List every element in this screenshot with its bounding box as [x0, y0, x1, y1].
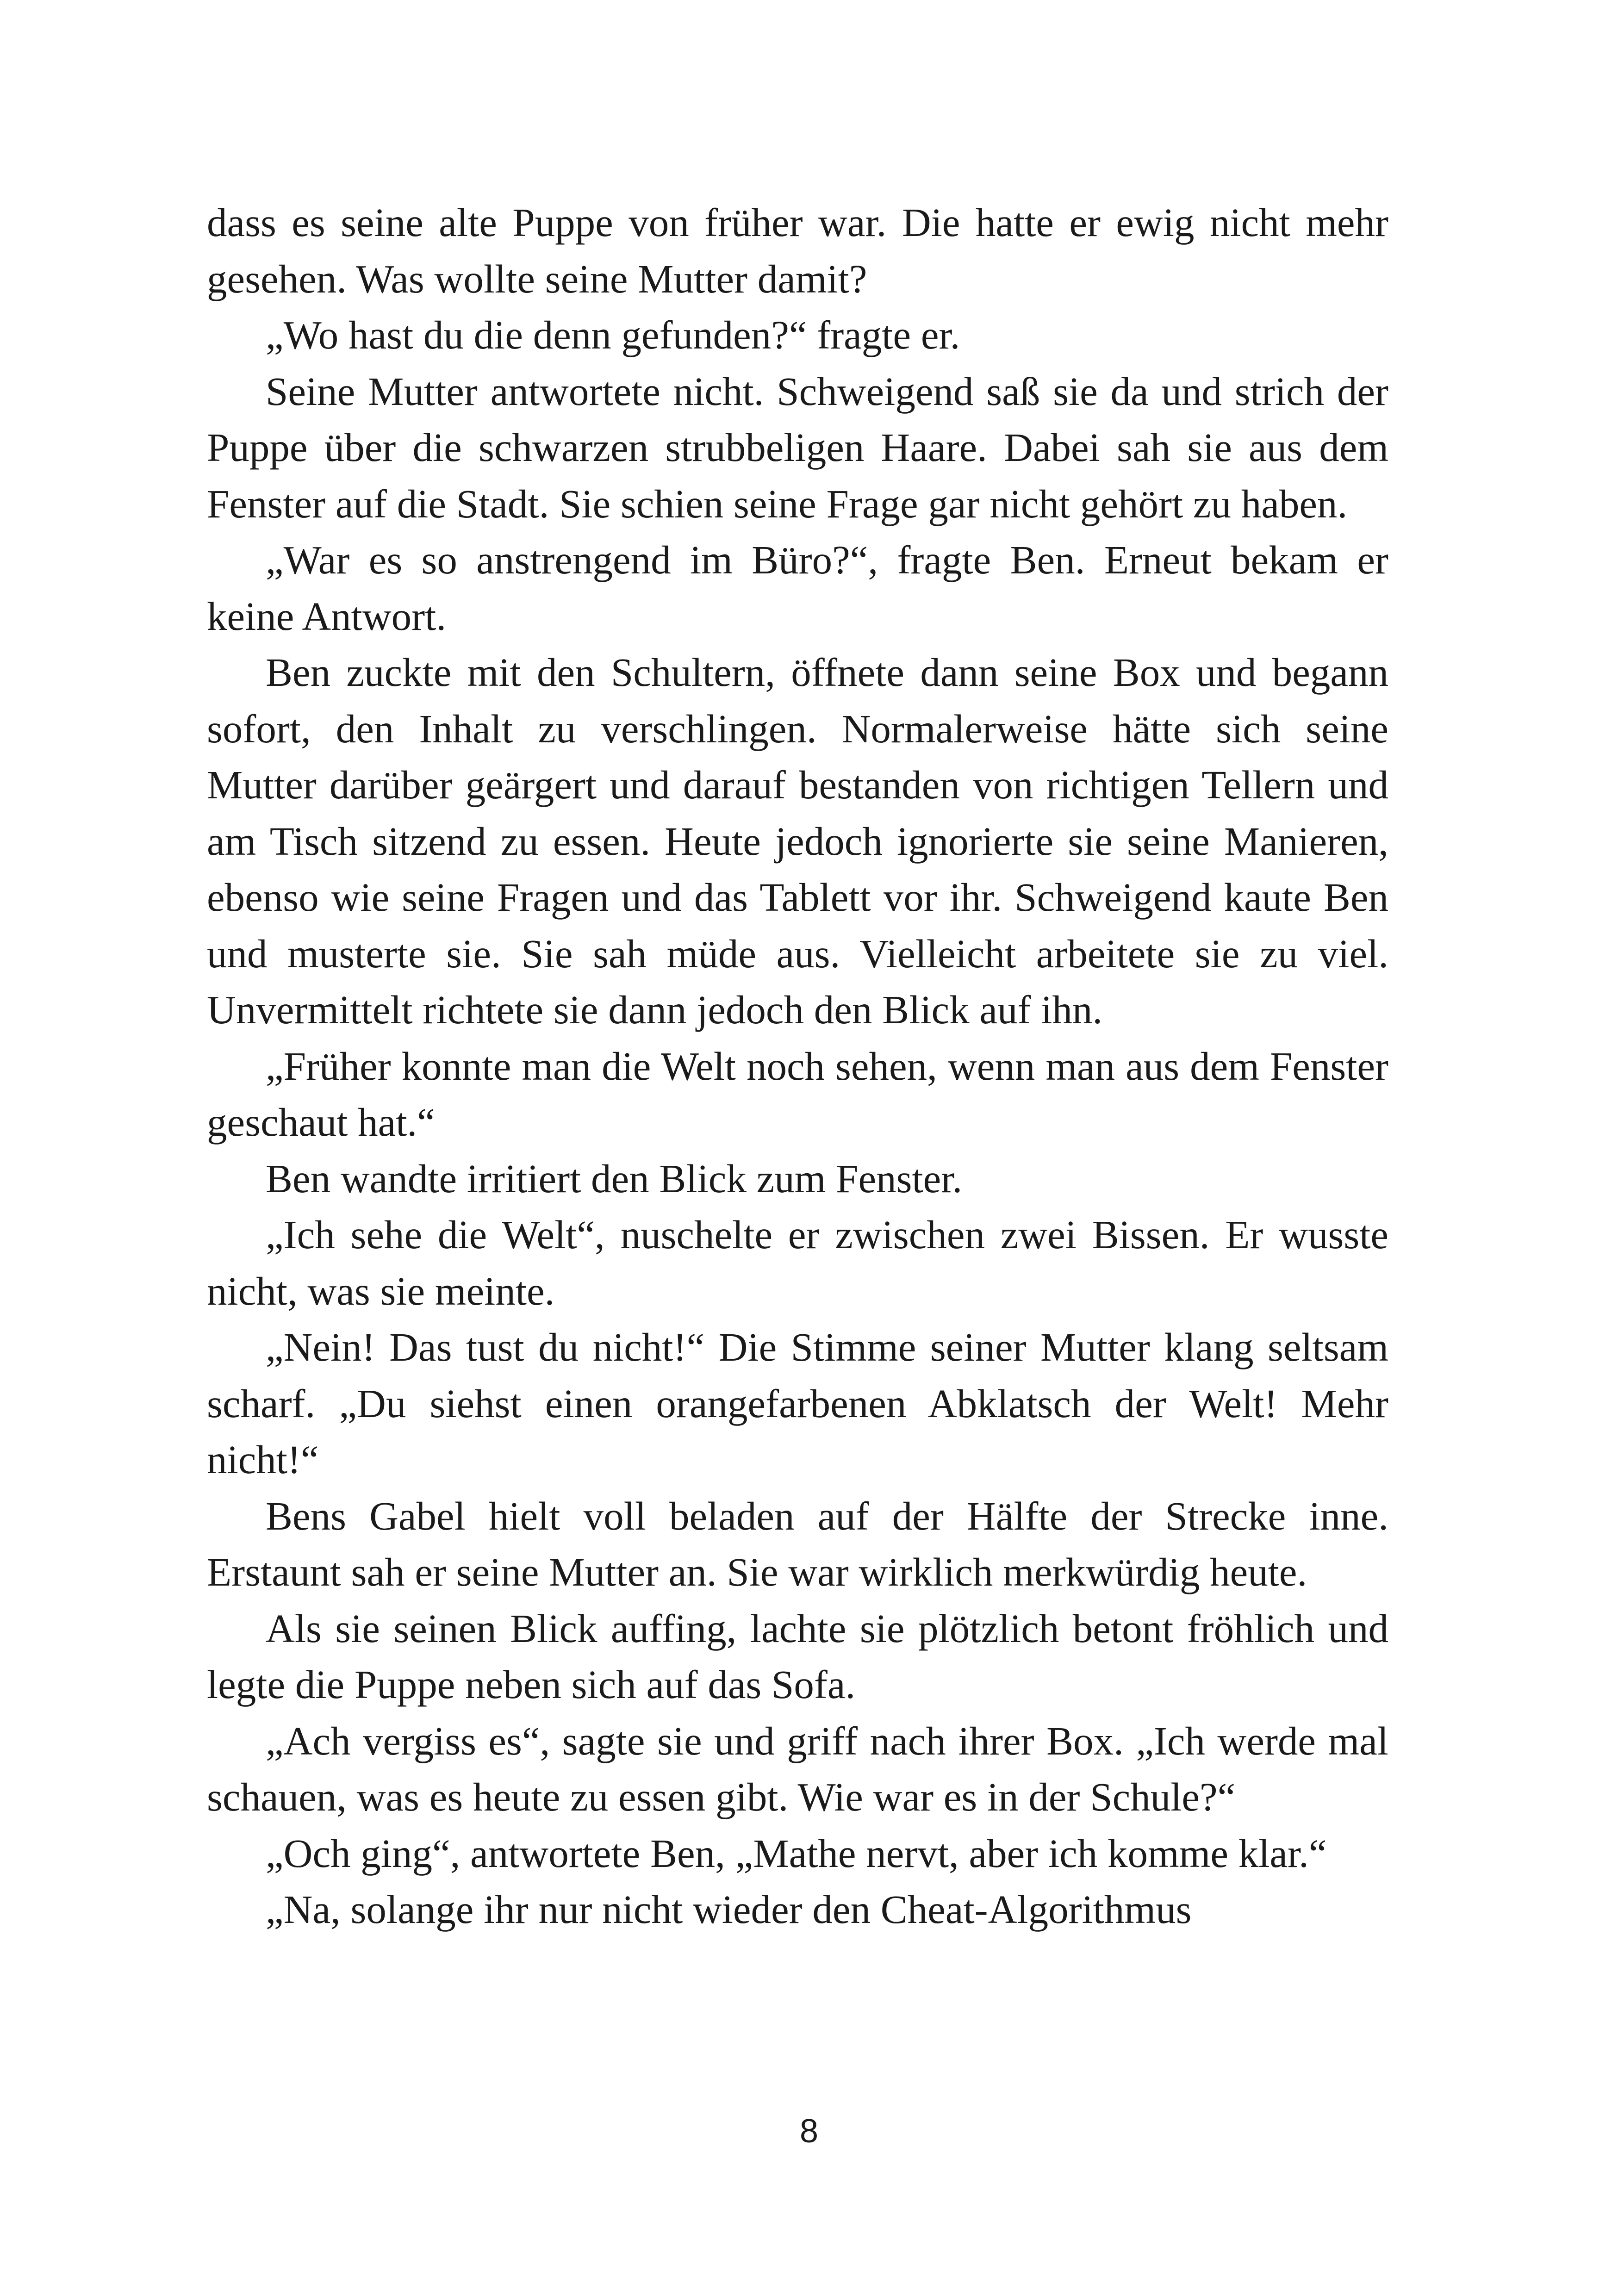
paragraph: dass es seine alte Puppe von früher war. Die hatte er ewig nicht mehr gesehen. Was wollte seine Mutter damit? — [207, 200, 1388, 301]
page-number: 8 — [799, 2113, 819, 2150]
paragraph: „Nein! Das tust du nicht!“ Die Stimme seiner Mutter klang seltsam scharf. „Du siehst einen orangefarbenen Abklatsch der Welt! Mehr nicht!“ — [207, 1325, 1388, 1482]
paragraph: „Früher konnte man die Welt noch sehen, wenn man aus dem Fenster geschaut hat.“ — [207, 1043, 1388, 1145]
paragraph: Als sie seinen Blick auffing, lachte sie plötzlich betont fröhlich und legte die Puppe neben sich auf das Sofa. — [207, 1605, 1388, 1707]
paragraph: Ben zuckte mit den Schultern, öffnete dann seine Box und begann sofort, den Inhalt zu verschlingen. Normalerweise hätte sich seine Mutter darüber geärgert und darauf bestanden von richtigen Tellern und am Tisch sitzend zu essen. Heute jedoch ignorierte sie seine Manieren, ebenso wie seine Fragen und das Tablett vor ihr. Schweigend kaute Ben und musterte sie. Sie sah müde aus. Vielleicht arbeitete sie zu viel. Unvermittelt richtete sie dann jedoch den Blick auf ihn. — [207, 650, 1388, 1032]
paragraph: Ben wandte irritiert den Blick zum Fenster. — [266, 1156, 963, 1201]
body-text — [207, 194, 1388, 1938]
paragraph: „Och ging“, antwortete Ben, „Mathe nervt, aber ich komme klar.“ — [266, 1830, 1327, 1876]
paragraph: Bens Gabel hielt voll beladen auf der Hälfte der Strecke inne. Erstaunt sah er seine Mutter an. Sie war wirklich merkwürdig heute. — [207, 1493, 1388, 1594]
paragraph: „Na, solange ihr nur nicht wieder den Cheat-Algorithmus — [266, 1887, 1192, 1932]
paragraph: „Wo hast du die denn gefunden?“ fragte er. — [266, 312, 960, 357]
paragraph: „Ich sehe die Welt“, nuschelte er zwischen zwei Bissen. Er wusste nicht, was sie meinte. — [207, 1212, 1388, 1313]
paragraph: „War es so anstrengend im Büro?“, fragte Ben. Erneut bekam er keine Antwort. — [207, 537, 1388, 639]
paragraph: Seine Mutter antwortete nicht. Schweigend saß sie da und strich der Puppe über die schwarzen strubbeligen Haare. Dabei sah sie aus dem Fenster auf die Stadt. Sie schien seine Frage gar nicht gehört zu haben. — [207, 368, 1388, 526]
paragraph: „Ach vergiss es“, sagte sie und griff nach ihrer Box. „Ich werde mal schauen, was es heute zu essen gibt. Wie war es in der Schule?“ — [207, 1718, 1388, 1819]
